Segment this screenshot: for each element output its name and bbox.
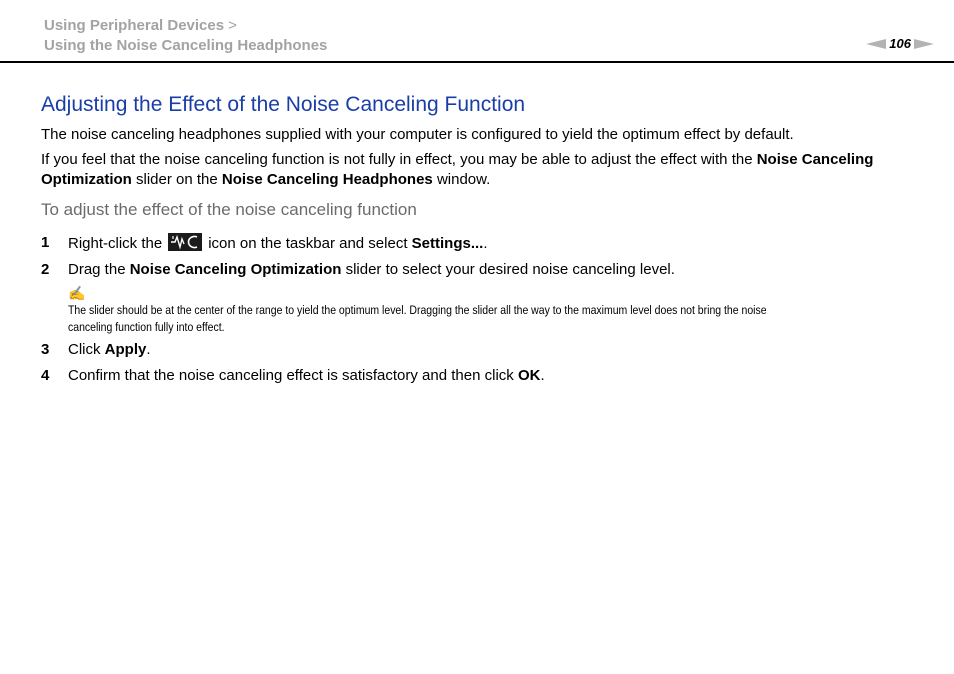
slider-name: Noise Canceling Optimization [129,261,342,278]
button-name: Apply [104,341,147,358]
page-header [0,0,954,64]
note-pencil-icon: ✍ [68,285,86,301]
note-line: The slider should be at the center of the range to yield the optimum level. Dragging the slider all the way to the maximum level does not bring the noise [68,303,767,317]
step-text [68,366,545,386]
step-text-part: . [540,367,545,384]
step-text-part: Click [68,341,105,358]
window-name: Noise Canceling Headphones [221,171,433,188]
step-text-part: slider to select your desired noise canceling level. [341,261,675,278]
steps-list [41,233,921,386]
page-number: 106 [889,36,911,51]
main-content [41,92,921,386]
note-text [68,302,928,336]
header-divider [0,61,954,63]
page-title: Adjusting the Effect of the Noise Canceling Function [41,93,526,116]
step-text-part: Drag the [68,261,130,278]
noise-canceling-taskbar-icon [168,233,202,251]
step-text-part: . [146,341,151,358]
adjust-paragraph [41,150,921,190]
menu-item-name: Settings... [411,235,484,252]
step-text [68,260,675,280]
slider-name: Noise Canceling Optimization [41,151,874,188]
step-4 [41,366,921,386]
step-number: 4 [41,367,50,384]
step-text-part: icon on the taskbar and select [208,235,412,252]
step-text-part: Confirm that the noise canceling effect is satisfactory and then click [68,367,518,384]
page-navigator [866,36,934,51]
step-text [68,233,488,254]
step-text-part: . [483,235,488,252]
step-3 [41,340,921,360]
previous-page-arrow-icon[interactable] [866,39,886,49]
paragraph-text: slider on the [131,171,222,188]
step-number: 2 [41,261,50,278]
procedure-heading: To adjust the effect of the noise canceling function [41,200,417,219]
step-text [68,340,151,360]
step-number: 1 [41,234,50,251]
note-line: canceling function fully into effect. [68,320,225,334]
intro-paragraph: The noise canceling headphones supplied with your computer is configured to yield the optimum effect by default. [41,126,794,143]
paragraph-text: window. [432,171,491,188]
breadcrumb-separator: > [228,17,237,34]
button-name: OK [517,367,541,384]
step-1 [41,233,921,254]
paragraph-text: If you feel that the noise canceling function is not fully in effect, you may be able to adjust the effect with the [41,151,757,168]
breadcrumb [44,16,327,55]
step-number: 3 [41,341,50,358]
breadcrumb-item-peripheral-devices[interactable]: Using Peripheral Devices [44,17,225,34]
step-2 [41,260,921,280]
breadcrumb-item-noise-canceling-headphones[interactable]: Using the Noise Canceling Headphones [44,36,328,54]
note-block [68,285,921,336]
step-text-part: Right-click the [68,235,163,252]
next-page-arrow-icon[interactable] [914,39,934,49]
